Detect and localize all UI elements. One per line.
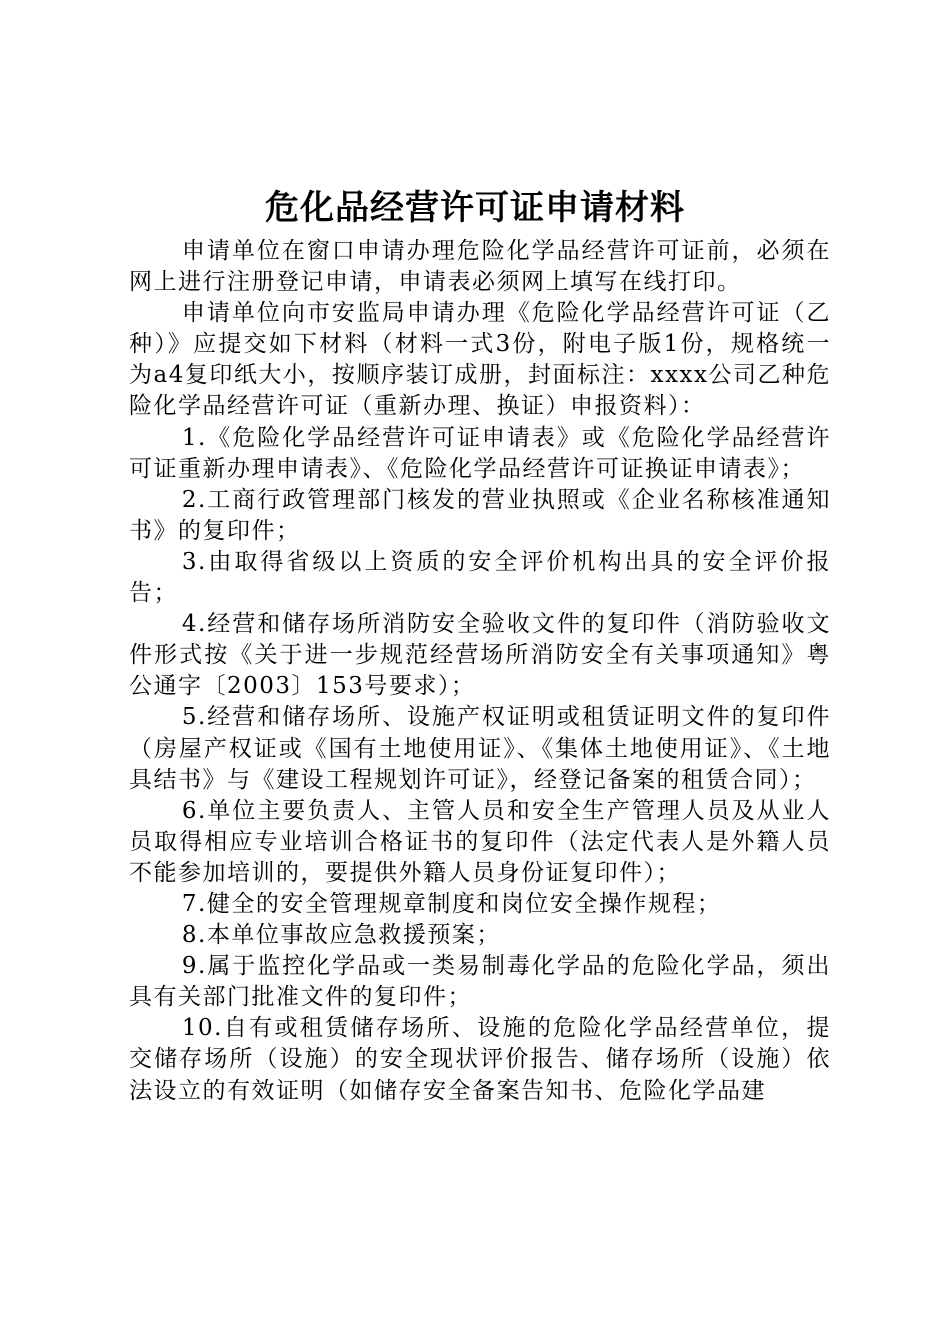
intro-paragraph: 申请单位在窗口申请办理危险化学品经营许可证前，必须在网上进行注册登记申请，申请表必须网上填写在线打印。 <box>129 238 831 296</box>
material-item-9: 9.属于监控化学品或一类易制毒化学品的危险化学品，须出具有关部门批准文件的复印件； <box>129 953 831 1011</box>
material-item-8: 8.本单位事故应急救援预案； <box>181 922 501 949</box>
material-item-7: 7.健全的安全管理规章制度和岗位安全操作规程； <box>181 890 722 917</box>
material-item-6: 6.单位主要负责人、主管人员和安全生产管理人员及从业人员取得相应专业培训合格证书的复印件（法定代表人是外籍人员不能参加培训的，要提供外籍人员身份证复印件）； <box>129 797 831 886</box>
material-item-4: 4.经营和储存场所消防安全验收文件的复印件（消防验收文件形式按《关于进一步规范经营场所消防安全有关事项通知》粤公通字〔2003〕153号要求）； <box>129 611 831 700</box>
requirements-paragraph: 申请单位向市安监局申请办理《危险化学品经营许可证（乙种）》应提交如下材料（材料一式3份，附电子版1份，规格统一为a4复印纸大小，按顺序装订成册，封面标注：xxxx公司乙种危险化学品经营许可证（重新办理、换证）申报资料）： <box>129 300 831 420</box>
material-item-3: 3.由取得省级以上资质的安全评价机构出具的安全评价报告； <box>129 548 831 607</box>
material-item-2: 2.工商行政管理部门核发的营业执照或《企业名称核准通知书》的复印件； <box>129 486 831 544</box>
document-title: 危化品经营许可证申请材料 <box>265 188 685 228</box>
material-item-5: 5.经营和储存场所、设施产权证明或租赁证明文件的复印件（房屋产权证或《国有土地使用证》、《集体土地使用证》、《土地具结书》与《建设工程规划许可证》，经登记备案的租赁合同）； <box>129 704 831 793</box>
material-item-1: 1.《危险化学品经营许可证申请表》或《危险化学品经营许可证重新办理申请表》、《危险化学品经营许可证换证申请表》； <box>129 424 831 482</box>
material-item-10: 10.自有或租赁储存场所、设施的危险化学品经营单位，提交储存场所（设施）的安全现状评价报告、储存场所（设施）依法设立的有效证明（如储存安全备案告知书、危险化学品建 <box>129 1015 831 1104</box>
document-body <box>129 236 831 1107</box>
